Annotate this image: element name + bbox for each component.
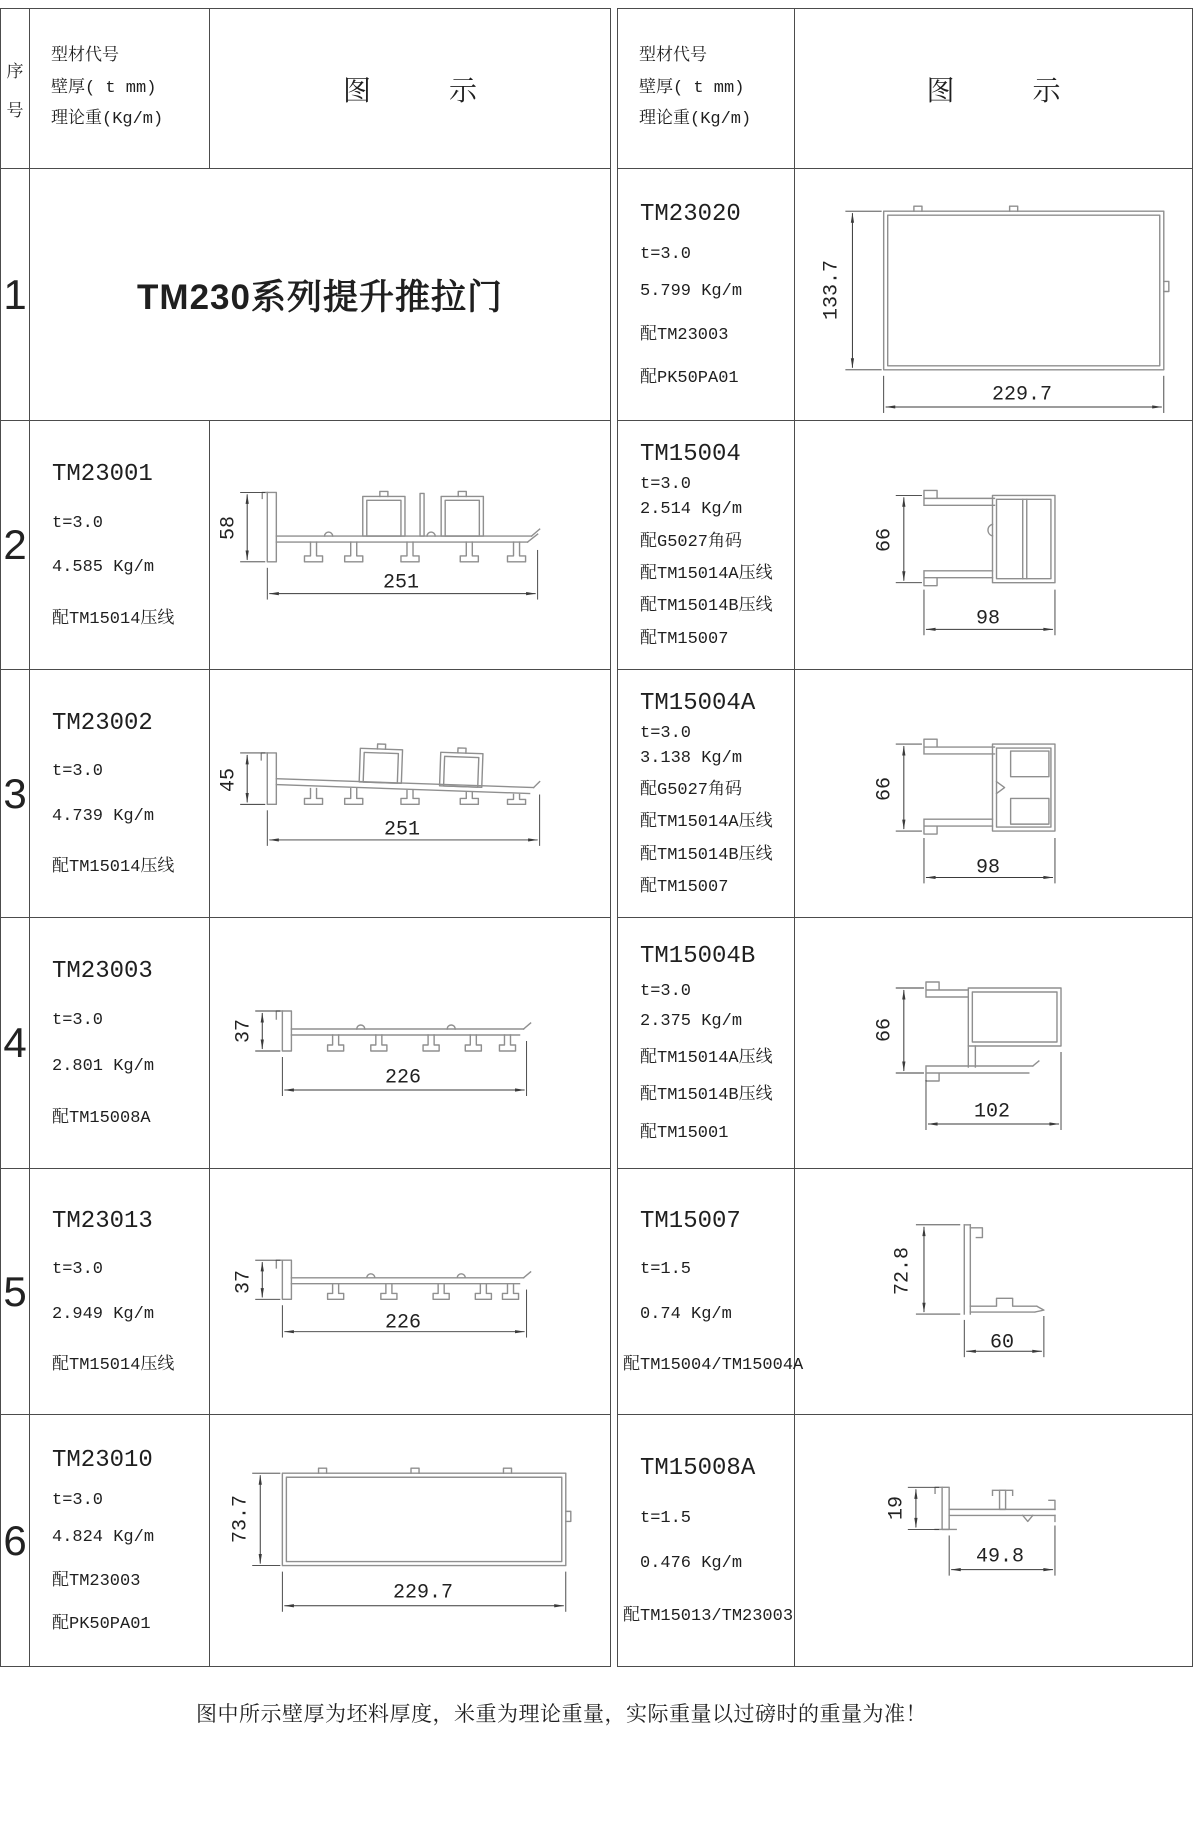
spec-line: 配G5027角码 <box>640 532 743 552</box>
height-dimension-label: 73.7 <box>229 1494 253 1544</box>
serial-number: 6 <box>3 1516 27 1564</box>
spec-line: 配TM15004/TM15004A <box>623 1355 804 1375</box>
spec-cell <box>30 1415 210 1666</box>
spec-line: t=3.0 <box>640 723 692 743</box>
spec-line: 配TM15014压线 <box>52 858 175 878</box>
profile-drawing-tm23001 <box>210 421 610 669</box>
spec-line: 配TM15014压线 <box>52 1355 175 1375</box>
spec-line: t=3.0 <box>640 981 692 1001</box>
spec-cell <box>618 1415 795 1666</box>
spec-cell <box>618 169 795 421</box>
serial-cell <box>1 169 30 421</box>
spec-cell <box>30 1169 210 1415</box>
diagram-header-char: 图 <box>342 74 371 106</box>
profile-code: TM15004B <box>640 943 756 971</box>
width-dimension-label: 229.7 <box>392 1581 454 1605</box>
spec-line: 4.824 Kg/m <box>52 1527 155 1547</box>
series-banner: TM230系列提升推拉门 <box>137 277 503 317</box>
spec-line: 配TM15007 <box>640 629 729 649</box>
serial-cell <box>1 670 30 918</box>
diagram-cell <box>795 1415 1192 1666</box>
spec-line: 配TM23003 <box>640 325 729 345</box>
height-dimension-label: 37 <box>232 1269 256 1295</box>
profile-code: TM23020 <box>640 200 741 228</box>
width-dimension-label: 49.8 <box>975 1545 1025 1569</box>
profile-drawing-tm15004b <box>795 918 1192 1168</box>
spec-header <box>30 9 210 169</box>
serial-cell <box>1 1169 30 1415</box>
profile-drawing-tm23010 <box>210 1415 610 1666</box>
diagram-header-char: 示 <box>1032 74 1061 106</box>
spec-header-line: 壁厚( t mm) <box>639 78 745 98</box>
width-dimension-label: 226 <box>384 1066 422 1090</box>
profile-code: TM23003 <box>52 958 153 986</box>
spec-line: 配TM15014B压线 <box>640 1086 773 1106</box>
profile-code: TM23002 <box>52 709 153 737</box>
spec-line: t=3.0 <box>52 1491 104 1511</box>
diagram-header <box>210 9 610 169</box>
spec-line: 配TM15014A压线 <box>640 564 773 584</box>
spec-line: 0.74 Kg/m <box>640 1304 732 1324</box>
serial-cell <box>1 421 30 670</box>
spec-line: 2.514 Kg/m <box>640 500 743 520</box>
spec-cell <box>618 421 795 670</box>
profile-code: TM23013 <box>52 1208 153 1236</box>
diagram-header-char: 图 <box>926 74 955 106</box>
height-dimension-label: 72.8 <box>891 1246 915 1296</box>
spec-cell <box>618 918 795 1169</box>
spec-line: 2.949 Kg/m <box>52 1304 155 1324</box>
spec-cell <box>618 1169 804 1415</box>
serial-header-char: 序 <box>6 61 24 81</box>
spec-line: 配TM15014A压线 <box>640 813 773 833</box>
profile-code: TM15004 <box>640 441 741 469</box>
spec-line: 配G5027角码 <box>640 781 743 800</box>
spec-header-line: 壁厚( t mm) <box>51 78 157 98</box>
serial-number: 3 <box>3 769 27 817</box>
width-dimension-label: 226 <box>384 1311 422 1335</box>
spec-line: 配TM15007 <box>640 877 729 897</box>
spec-line: 配TM15014压线 <box>52 610 175 630</box>
spec-line: 配TM15014B压线 <box>640 597 773 617</box>
profile-drawing-tm23003 <box>210 918 610 1168</box>
spec-header-line: 型材代号 <box>639 47 707 67</box>
spec-header-line: 理论重(Kg/m) <box>639 110 752 130</box>
spec-line: t=1.5 <box>640 1508 692 1528</box>
profile-drawing-tm15007 <box>795 1169 1192 1414</box>
series-banner-cell <box>30 169 610 421</box>
profile-code: TM15004A <box>640 690 756 718</box>
spec-line: t=3.0 <box>52 1011 104 1031</box>
profile-code: TM23010 <box>52 1446 153 1474</box>
spec-line: t=3.0 <box>640 245 692 265</box>
spec-line: t=3.0 <box>52 1260 104 1280</box>
diagram-cell <box>795 421 1192 670</box>
serial-header <box>1 9 30 169</box>
height-dimension-label: 66 <box>873 1017 897 1043</box>
width-dimension-label: 60 <box>989 1331 1015 1355</box>
height-dimension-label: 37 <box>232 1018 256 1044</box>
spec-line: t=1.5 <box>640 1260 692 1280</box>
spec-line: 配TM15014A压线 <box>640 1049 773 1069</box>
spec-line: 配TM15013/TM23003 <box>623 1606 794 1626</box>
spec-line: 配PK50PA01 <box>640 369 739 389</box>
profile-code: TM15007 <box>640 1208 741 1236</box>
profile-drawing-tm15004 <box>795 421 1192 669</box>
serial-cell <box>1 1415 30 1666</box>
spec-header <box>618 9 795 169</box>
profile-drawing-tm15004a <box>795 670 1192 917</box>
spec-line: 4.739 Kg/m <box>52 806 155 826</box>
height-dimension-label: 133.7 <box>820 259 844 321</box>
diagram-cell <box>795 169 1192 421</box>
height-dimension-label: 66 <box>873 776 897 802</box>
spec-header-line: 型材代号 <box>51 47 119 67</box>
diagram-header-char: 示 <box>449 74 478 106</box>
spec-cell <box>30 421 210 670</box>
spec-cell <box>618 670 795 918</box>
height-dimension-label: 66 <box>873 527 897 553</box>
profile-drawing-tm23020 <box>795 169 1192 420</box>
diagram-cell <box>795 918 1192 1169</box>
profile-code: TM23001 <box>52 460 153 488</box>
diagram-cell <box>210 918 610 1169</box>
serial-header-char: 号 <box>6 100 24 120</box>
height-dimension-label: 19 <box>885 1495 909 1521</box>
diagram-cell <box>795 670 1192 918</box>
width-dimension-label: 98 <box>975 856 1001 880</box>
profile-drawing-tm15008a <box>795 1415 1192 1666</box>
spec-cell <box>30 918 210 1169</box>
serial-number: 2 <box>3 521 27 568</box>
profile-drawing-tm23002 <box>210 670 610 917</box>
spec-cell <box>30 670 210 918</box>
spec-line: 配PK50PA01 <box>52 1615 151 1635</box>
spec-line: t=3.0 <box>52 513 104 533</box>
spec-line: 3.138 Kg/m <box>640 748 743 768</box>
spec-line: 配TM15001 <box>640 1123 729 1143</box>
diagram-header <box>795 9 1192 169</box>
spec-line: t=3.0 <box>640 474 692 494</box>
diagram-cell <box>210 421 610 670</box>
diagram-cell <box>210 1415 610 1666</box>
serial-number: 1 <box>3 270 27 318</box>
width-dimension-label: 98 <box>975 607 1001 631</box>
spec-line: 2.375 Kg/m <box>640 1011 743 1031</box>
width-dimension-label: 251 <box>383 818 421 842</box>
spec-line: 配TM23003 <box>52 1571 141 1591</box>
serial-cell <box>1 918 30 1169</box>
table-right <box>617 8 1193 1667</box>
height-dimension-label: 45 <box>217 767 241 793</box>
width-dimension-label: 102 <box>973 1100 1011 1124</box>
spec-line: t=3.0 <box>52 762 104 782</box>
table-left <box>0 8 611 1667</box>
serial-number: 5 <box>3 1267 27 1315</box>
footer-note: 图中所示壁厚为坯料厚度，米重为理论重量，实际重量以过磅时的重量为准！ <box>196 1703 927 1726</box>
spec-line: 2.801 Kg/m <box>52 1056 155 1076</box>
profile-code: TM15008A <box>640 1455 756 1483</box>
spec-line: 配TM15008A <box>52 1108 151 1128</box>
spec-line: 4.585 Kg/m <box>52 558 155 578</box>
spec-line: 配TM15014B压线 <box>640 845 773 865</box>
diagram-cell <box>795 1169 1192 1415</box>
height-dimension-label: 58 <box>217 515 241 541</box>
diagram-cell <box>210 670 610 918</box>
spec-line: 0.476 Kg/m <box>640 1554 743 1574</box>
width-dimension-label: 251 <box>382 571 420 595</box>
spec-header-line: 理论重(Kg/m) <box>51 110 164 130</box>
serial-number: 4 <box>3 1019 27 1066</box>
diagram-cell <box>210 1169 610 1415</box>
spec-line: 5.799 Kg/m <box>640 281 743 301</box>
profile-drawing-tm23013 <box>210 1169 610 1414</box>
width-dimension-label: 229.7 <box>991 383 1053 407</box>
